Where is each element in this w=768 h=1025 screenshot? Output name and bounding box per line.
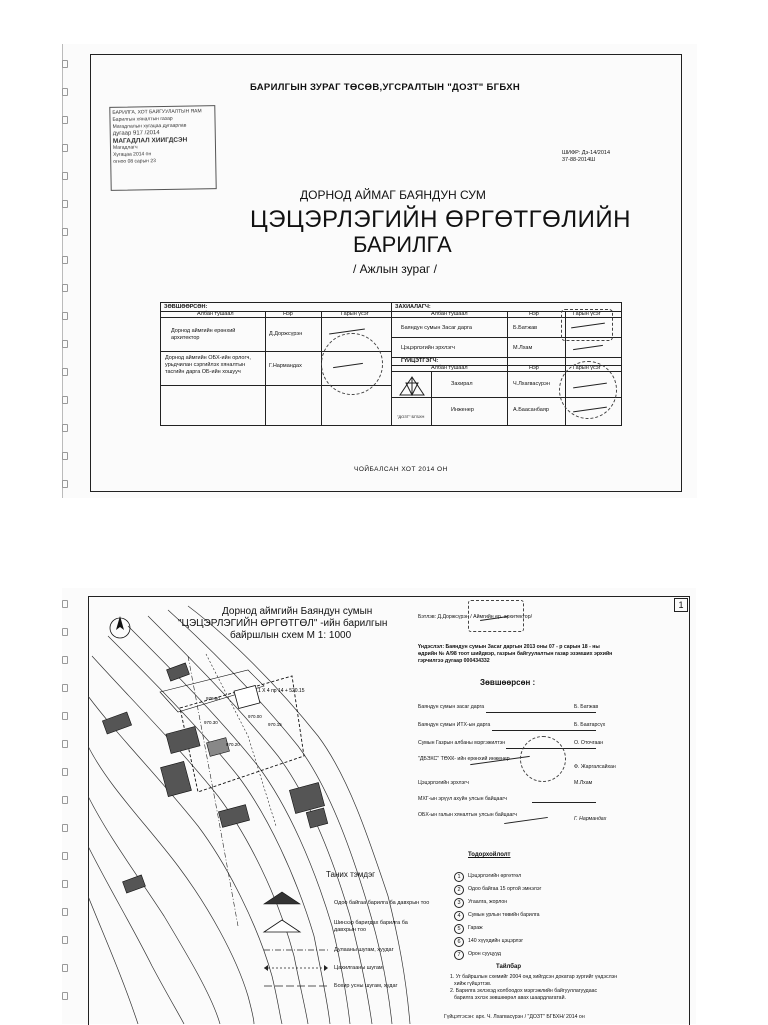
stamp-line: Хугацаа 2014 он bbox=[113, 151, 152, 158]
legend-item: Бохир усны шугам, худаг bbox=[334, 983, 398, 989]
organization-title: БАРИЛГЫН ЗУРАГ ТӨСӨВ,УГСРАЛТЫН "ДОЗТ" БГБХН bbox=[250, 82, 521, 93]
notes-heading: Тайлбар bbox=[496, 964, 521, 970]
approved-name: Д.Доржсүрэн bbox=[269, 331, 303, 337]
aimag-line: ДОРНОД АЙМАГ БАЯНДУН СУМ bbox=[300, 188, 486, 202]
stamp-line: БАРИЛГА, ХОТ БАЙГУУЛАЛТЫН ЯАМ bbox=[112, 108, 202, 116]
stamp-line: Магадлагч bbox=[112, 144, 138, 151]
map-label: 970.30 bbox=[204, 720, 218, 725]
explanation-item: 140 хүүхдийн цэцэрлэг bbox=[468, 938, 524, 944]
legend-number: 4 bbox=[454, 911, 464, 921]
col-name: Нэр bbox=[283, 311, 293, 317]
legend-number: 2 bbox=[454, 885, 464, 895]
official-seal bbox=[559, 361, 617, 419]
legend-number: 6 bbox=[454, 937, 464, 947]
approved-name: Г.Нармандах bbox=[269, 363, 302, 369]
explanation-item: Цэцэрлэгийн өргөтгөл bbox=[468, 873, 522, 879]
approval-name: Б. Баатарсүх bbox=[574, 722, 606, 728]
signature-line bbox=[486, 712, 596, 713]
contour-lines bbox=[88, 606, 410, 1024]
plan-title-line2: "ЦЭЦЭРЛЭГИЙН ӨРГӨТГӨЛ" -ийн барилгын bbox=[178, 618, 388, 629]
project-subtitle: / Ажлын зураг / bbox=[353, 262, 437, 276]
explanation-item: Орон сууцууд bbox=[468, 951, 501, 957]
stamp-line: огноо 08 сарын 23 bbox=[113, 158, 156, 165]
contractor-label: ГҮЙЦЭТГЭГЧ: bbox=[401, 358, 439, 364]
legend-symbols bbox=[262, 890, 332, 1000]
approval-name: Г. Нармандах bbox=[574, 816, 607, 822]
map-label: 970.00 bbox=[248, 714, 262, 719]
col-signature: Гарын үсэг bbox=[573, 365, 601, 371]
approved-heading: Зөвшөөрсөн : bbox=[480, 678, 536, 687]
approved-position: Дорнод аймгийн ОБХ-ийн орлогч, урьдчилан сэргийлэх хяналтын тасгийн дарга ОБ-ийн хошууч bbox=[165, 355, 251, 375]
col-position: Албан тушаал bbox=[431, 311, 468, 317]
company-logo-icon bbox=[397, 375, 427, 397]
executor-line: Гүйцэтгэсэн: арх. Ч. Лхагвасүрэн / "ДОЗТ" БГБХН/ 2014 он bbox=[444, 1014, 585, 1020]
approval-position: Баяндун сумын засаг дарга bbox=[418, 704, 485, 710]
customer-label: ЗАХИАЛАГЧ: bbox=[395, 304, 431, 310]
basis-line: өдрийн № А/98 тоот шийдвэр, газрын байгуулалтын газар эзэмших эрхийн bbox=[418, 651, 613, 657]
col-position: Албан тушаал bbox=[197, 311, 234, 317]
cipher-line: 37-88-2014Ш bbox=[562, 157, 596, 163]
legend-item: Одоо байгаа барилга ба давхрын тоо bbox=[334, 900, 430, 906]
approval-position: Сумын Газрын албаны мэргэжилтэн bbox=[418, 740, 506, 746]
explanation-heading: Тодорхойлолт bbox=[468, 852, 511, 858]
site-plan-map bbox=[88, 596, 418, 1024]
basis-line: Үндэслэл: Баяндун сумын Засаг даргын 2013 оны 07 - р сарын 18 - ны bbox=[418, 644, 600, 650]
cipher-block bbox=[562, 150, 610, 164]
approval-position: "ДБЭХС" ТӨХК- ийн ерөнхий инженер bbox=[418, 756, 510, 762]
official-stamp bbox=[468, 600, 524, 632]
note-line: барилга эхлэх зөвшөөрөл авах шаардлагатай. bbox=[454, 995, 566, 1001]
map-label: 970.15 bbox=[268, 722, 282, 727]
approved-label: ЗӨВШӨӨРСӨН: bbox=[164, 304, 208, 310]
legend-number: 5 bbox=[454, 924, 464, 934]
customer-name: Б.Батжав bbox=[513, 325, 538, 331]
explanation-item: Одоо байгаа 15 ортой эмнэлэг bbox=[468, 886, 542, 892]
binding-holes-left bbox=[62, 600, 72, 1020]
official-stamp bbox=[561, 309, 613, 341]
contractor-position: Захирал bbox=[451, 381, 473, 387]
customer-position: Цэцэрлэгийн эрхлэгч bbox=[401, 345, 455, 351]
official-seal bbox=[321, 333, 383, 395]
new-building bbox=[234, 685, 260, 708]
map-label: 978.90 bbox=[206, 696, 220, 701]
signature-line bbox=[532, 802, 596, 803]
signature bbox=[573, 345, 603, 350]
col-position: Албан тушаал bbox=[431, 365, 468, 371]
col-name: Нэр bbox=[529, 365, 539, 371]
contractor-name: А.Баасанбаяр bbox=[513, 407, 549, 413]
approval-position: Цэцэрлэгийн эрхлэгч bbox=[418, 780, 469, 786]
approval-position: Баяндун сумын ИТХ-ын дарга bbox=[418, 722, 491, 728]
legend-item: Дулааны шугам, хуудаг bbox=[334, 947, 394, 953]
legend-number: 3 bbox=[454, 898, 464, 908]
project-title-line1: ЦЭЦЭРЛЭГИЙН ӨРГӨТГӨЛИЙН bbox=[250, 206, 631, 233]
cipher-line: ШИФР: Дэ-14/2014 bbox=[562, 150, 611, 156]
note-line: хийж гүйцэтгэв. bbox=[454, 981, 492, 987]
official-seal bbox=[520, 736, 566, 782]
existing-building-symbol bbox=[264, 892, 300, 904]
legend-item: Шинээр баригдах барилга ба давхрын тоо bbox=[334, 920, 408, 933]
approval-position: ОБХ-ын галын хяналтын улсын байцаагч bbox=[418, 812, 517, 818]
legend-heading: Таних тэмдэг bbox=[326, 870, 376, 879]
signature-line bbox=[492, 730, 596, 731]
approval-table bbox=[160, 302, 622, 426]
review-stamp bbox=[109, 105, 216, 191]
contractor-position: Инженер bbox=[451, 407, 474, 413]
plan-title-line1: Дорнод аймгийн Баяндун сумын bbox=[222, 606, 373, 617]
stamp-line: Барилгын хяналтын газар bbox=[112, 115, 173, 123]
approval-name: О. Оточгаан bbox=[574, 740, 604, 746]
legend-number: 7 bbox=[454, 950, 464, 960]
logo-caption: "ДОЗТ" БГБХН bbox=[397, 414, 425, 419]
project-title-line2: БАРИЛГА bbox=[353, 232, 452, 257]
approval-name: Б. Батжав bbox=[574, 704, 599, 710]
city-year: ЧОЙБАЛСАН ХОТ 2014 ОН bbox=[354, 466, 448, 473]
map-label: 970.20 bbox=[226, 742, 240, 747]
page-number: 1 bbox=[674, 598, 688, 612]
new-building-symbol bbox=[264, 920, 300, 932]
approval-position: МХГ-ын эрүүл ахуйн улсын байцаагч bbox=[418, 796, 507, 802]
note-line: 1. Уг байршлын схемийг 2004 онд хийгдсэн докатар зургийг үндэслэн bbox=[450, 974, 618, 980]
note-line: 2. Барилга эхлэхэд колбоодох мэргэжлийн байгууллагуудаас bbox=[450, 988, 598, 994]
plan-title-line3: байршлын схем М 1: 1000 bbox=[230, 630, 352, 641]
explanation-item: Гараж bbox=[468, 925, 483, 931]
approval-name: Ф. Жаргалсайхан bbox=[574, 764, 616, 770]
explanation-item: Угаалга, жорлон bbox=[468, 899, 508, 905]
stamp-line: дугаар 917 /2014 bbox=[112, 130, 160, 137]
col-signature: Гарын үсэг bbox=[573, 311, 601, 317]
stamp-line: Магадлалын хугацаа дугаарлав bbox=[112, 122, 187, 130]
legend-item: Цахилгааны шугам bbox=[334, 965, 383, 971]
binding-holes-left bbox=[62, 60, 72, 490]
customer-name: М.Лхам bbox=[513, 345, 533, 351]
explanation-item: Сумын урлын төвийн барилга bbox=[468, 912, 540, 918]
legend-number: 1 bbox=[454, 872, 464, 882]
contractor-name: Ч.Лхагвасүрэн bbox=[513, 381, 550, 387]
approval-name: М.Лхам bbox=[574, 780, 593, 786]
col-signature: Гарын үсэг bbox=[341, 311, 369, 317]
prepared-by: Бэтлэв: Д.Доржсүрэн / Аймгийн ер. архитектор/ bbox=[418, 614, 533, 620]
map-label: 1 X 4 пр 14 + 520.15 bbox=[258, 688, 305, 694]
approved-position: Дорнод аймгийн ерөнхий архитектор bbox=[171, 328, 236, 341]
stamp-line: МАГАДЛАЛ ХИЙГДСЭН bbox=[112, 136, 188, 145]
col-name: Нэр bbox=[529, 311, 539, 317]
customer-position: Баяндун сумын Засаг дарга bbox=[401, 325, 472, 331]
basis-line: гэрчилгээ дугаар 000434332 bbox=[418, 658, 490, 664]
